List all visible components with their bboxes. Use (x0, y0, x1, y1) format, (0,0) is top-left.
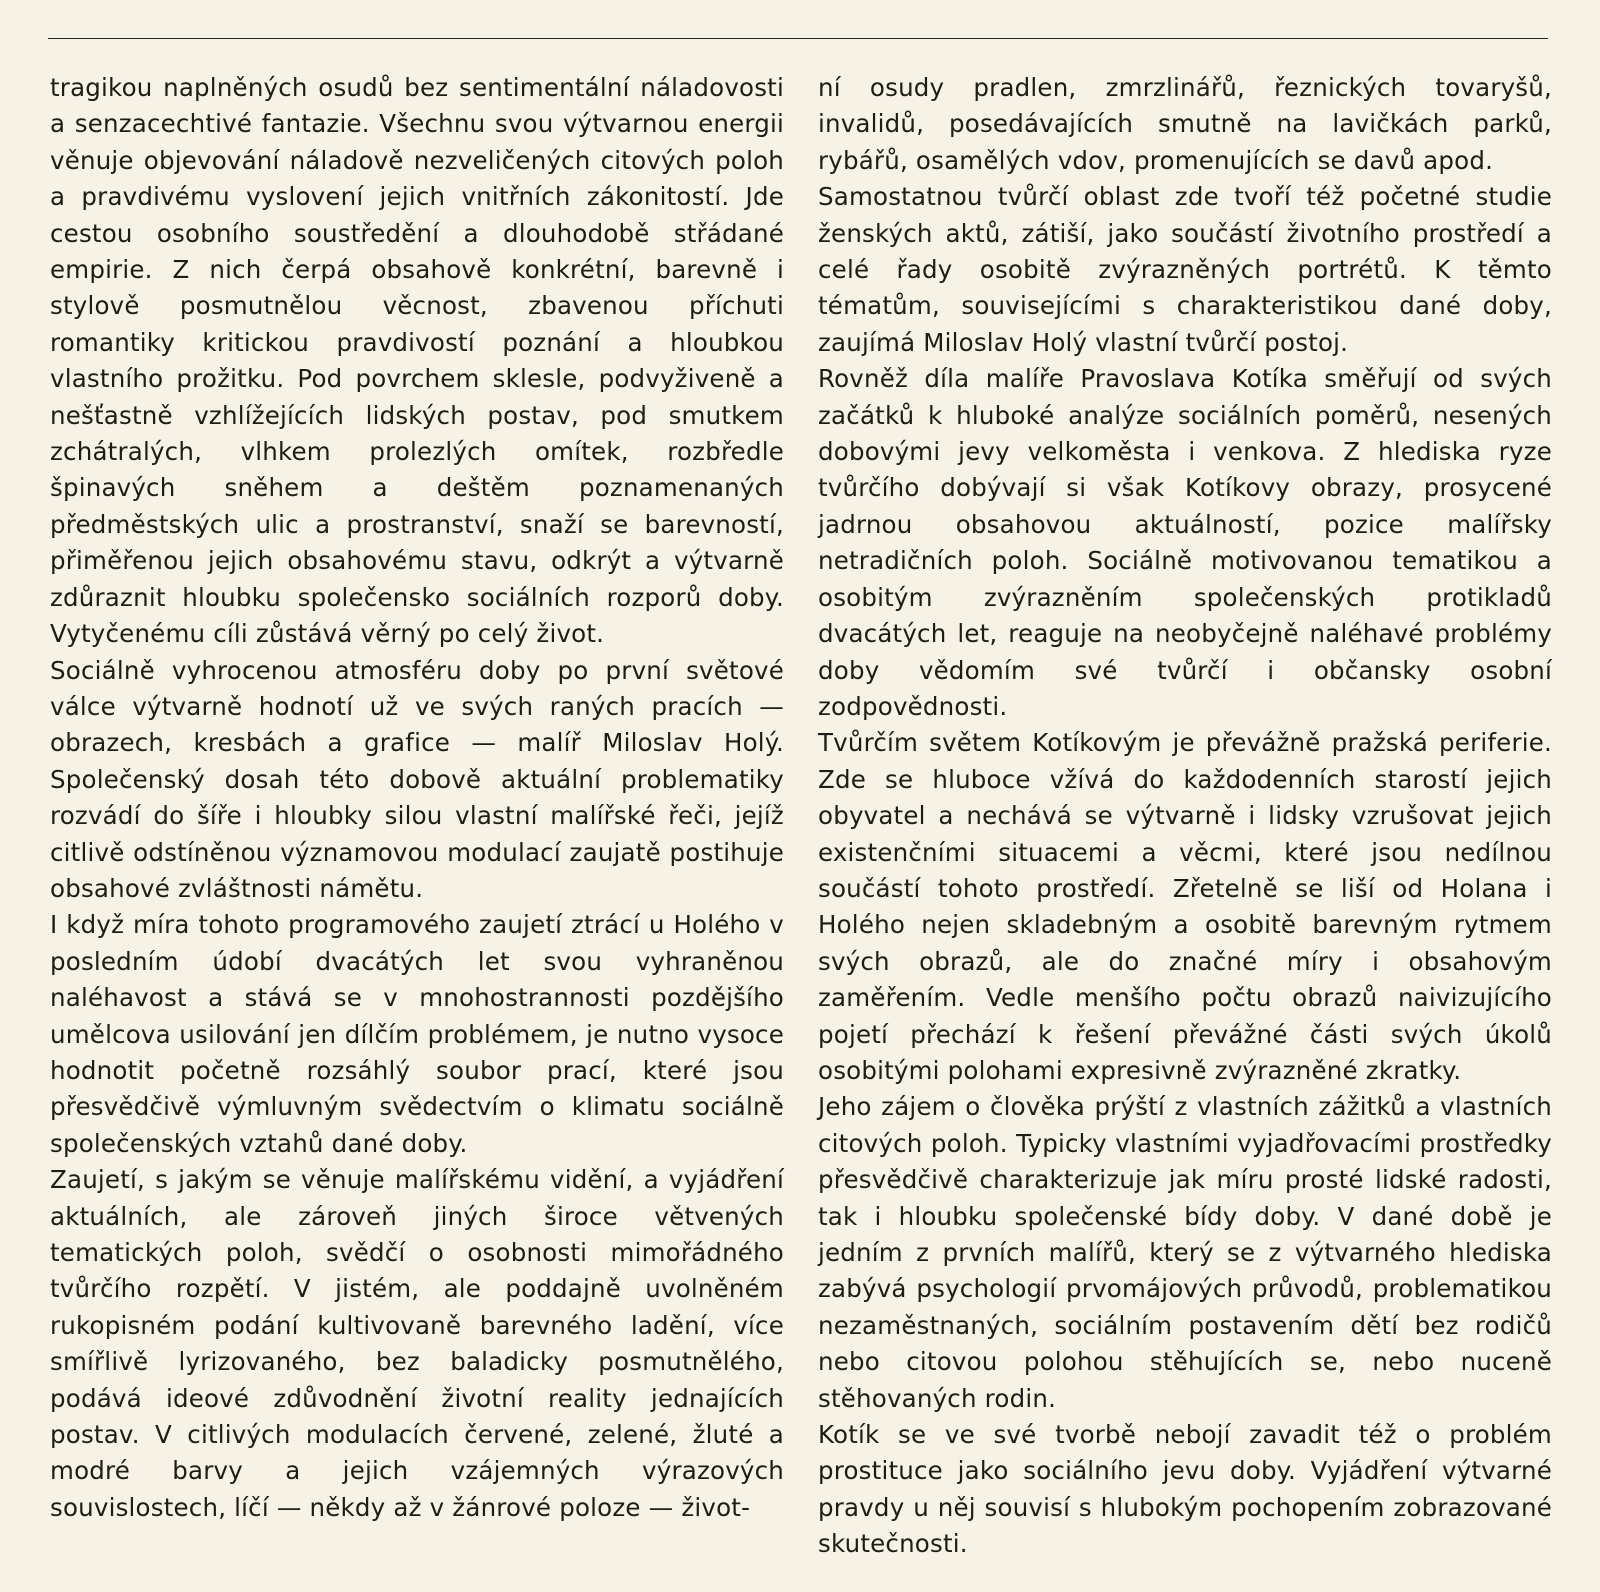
right-paragraph-5: Jeho zájem o člověka prýští z vlastních zážitků a vlastních citových poloh. Typicky vlastními vyjadřovacími prostředky přesvědčivě charakterizuje jak míru prosté lidské radosti, tak i hloubku společenské bídy doby. V dané době je jedním z prvních malířů, který se z výtvarného hlediska zabývá psychologií prvomájových průvodů, problematikou nezaměstnaných, sociálním postavením dětí bez rodičů nebo citovou polohou stěhujících se, nebo nuceně stěhovaných rodin. (818, 1092, 1552, 1413)
top-rule (48, 38, 1548, 39)
left-paragraph-2: Sociálně vyhrocenou atmosféru doby po první světové válce výtvarně hodnotí už ve svých raných pracích — obrazech, kresbách a grafice — malíř Miloslav Holý. Společenský dosah této dobově aktuální problematiky rozvádí do šíře i hloubky silou vlastní malířské řeči, jejíž citlivě odstíněnou významovou modulací zaujatě postihuje obsahové zvláštnosti námětu. (50, 655, 784, 903)
left-paragraph-3: I když míra tohoto programového zaujetí ztrácí u Holého v posledním údobí dvacátých let svou vyhraněnou naléhavost a stává se v mnohostrannosti pozdějšího umělcova usilování jen dílčím problémem, je nutno vysoce hodnotit početně rozsáhlý soubor prací, které jsou přesvědčivě výmluvným svědectvím o klimatu sociálně společenských vztahů dané doby. (50, 910, 784, 1158)
left-paragraph-1: tragikou naplněných osudů bez sentimentální náladovosti a senzacechtivé fantazie. Všechnu svou výtvarnou energii věnuje objevování náladově nezveličených citových poloh a pravdivému vyslovení jejich vnitřních zákonitostí. Jde cestou osobního soustředění a dlouhodobě střádané empirie. Z nich čerpá obsahově konkrétní, barevně i stylově posmutnělou věcnost, zbavenou příchuti romantiky kritickou pravdivostí poznání a hloubkou vlastního prožitku. Pod povrchem sklesle, podvyživeně a nešťastně vzhlížejících lidských postav, pod smutkem zchátralých, vlhkem prolezlých omítek, rozbředle špinavých sněhem a deštěm poznamenaných předměstských ulic a prostranství, snaží se barevností, přiměřenou jejich obsahovému stavu, odkrýt a výtvarně zdůraznit hloubku společensko sociálních rozporů doby. Vytyčenému cíli zůstává věrný po celý život. (50, 73, 784, 649)
right-paragraph-4: Tvůrčím světem Kotíkovým je převážně pražská periferie. Zde se hluboce vžívá do každodenních starostí jejich obyvatel a nechává se výtvarně i lidsky vzrušovat jejich existenčními situacemi a věcmi, které jsou nedílnou součástí tohoto prostředí. Zřetelně se liší od Holana i Holého nejen skladebným a osobitě barevným rytmem svých obrazů, ale do značné míry i obsahovým zaměřením. Vedle menšího počtu obrazů naivizujícího pojetí přechází k řešení převážné části svých úkolů osobitými polohami expresivně zvýrazněné zkratky. (818, 728, 1552, 1085)
right-paragraph-6: Kotík se ve své tvorbě nebojí zavadit též o problém prostituce jako sociálního jevu doby. Vyjádření výtvarné pravdy u něj souvisí s hlubokým pochopením zobrazované skutečnosti. (818, 1420, 1552, 1559)
left-paragraph-4: Zaujetí, s jakým se věnuje malířskému vidění, a vyjádření aktuálních, ale zároveň jiných široce větvených tematických poloh, svědčí o osobnosti mimořádného tvůrčího rozpětí. V jistém, ale poddajně uvolněném rukopisném podání kultivovaně barevného ladění, více smířlivě lyrizovaného, bez baladicky posmutnělého, podává ideové zdůvodnění životní reality jednajících postav. V citlivých modulacích červené, zelené, žluté a modré barvy a jejich vzájemných výrazových souvislostech, líčí — někdy až v žánrové poloze — život- (50, 1165, 784, 1522)
left-column (50, 70, 784, 1526)
right-paragraph-2: Samostatnou tvůrčí oblast zde tvoří též početné studie ženských aktů, zátiší, jako součástí životního prostředí a celé řady osobitě zvýrazněných portrétů. K těmto tématům, souvisejícími s charakteristikou dané doby, zaujímá Miloslav Holý vlastní tvůrčí postoj. (818, 182, 1552, 357)
right-column (818, 70, 1552, 1563)
right-paragraph-3: Rovněž díla malíře Pravoslava Kotíka směřují od svých začátků k hluboké analýze sociálních poměrů, nesených dobovými jevy velkoměsta i venkova. Z hlediska ryze tvůrčího dobývají si však Kotíkovy obrazy, prosycené jadrnou obsahovou aktuálností, pozice malířsky netradičních poloh. Sociálně motivovanou tematikou a osobitým zvýrazněním společenských protikladů dvacátých let, reaguje na neobyčejně naléhavé problémy doby vědomím své tvůrčí i občansky osobní zodpovědnosti. (818, 364, 1552, 721)
right-paragraph-1: ní osudy pradlen, zmrzlinářů, řeznických tovaryšů, invalidů, posedávajících smutně na lavičkách parků, rybářů, osamělých vdov, promenujících se davů apod. (818, 73, 1552, 175)
